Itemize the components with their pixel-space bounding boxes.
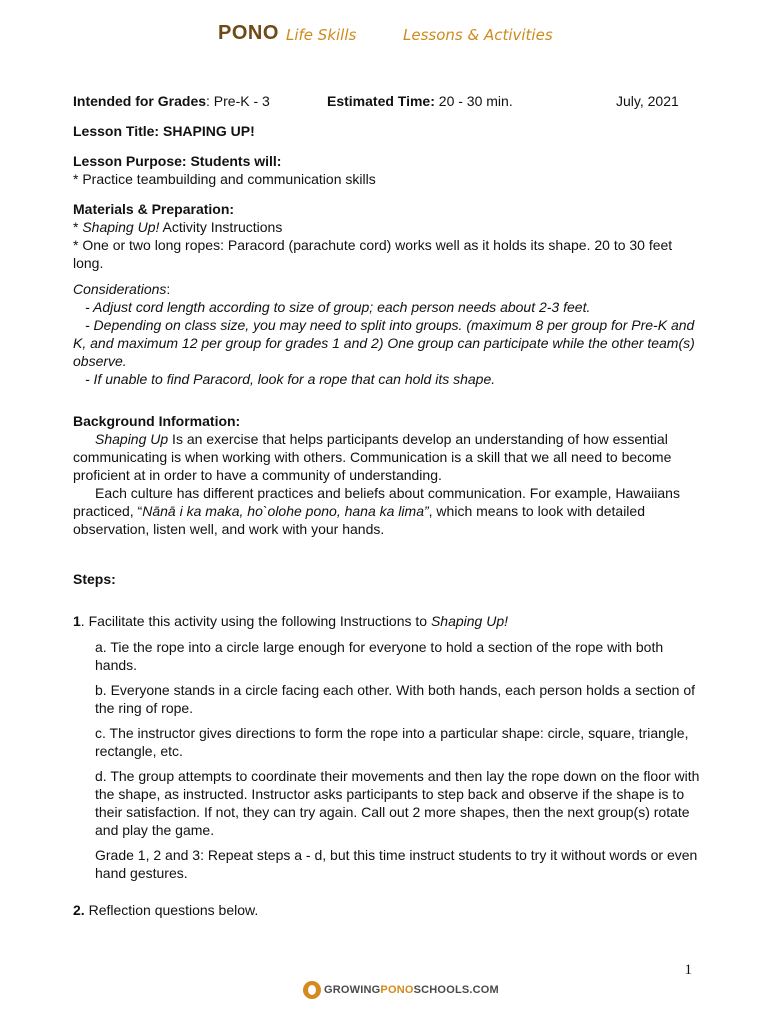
purpose-item: * Practice teambuilding and communication skills xyxy=(73,171,376,187)
step-2: 2. Reflection questions below. xyxy=(73,902,259,918)
materials-item-1: * Shaping Up! Activity Instructions xyxy=(73,219,283,235)
consideration-2: - Depending on class size, you may need to split into groups. (maximum 8 per group for Pre-K and K, and maximum 12 per group for grades 1 and 2) One group can participate while the other team(s) observe. xyxy=(73,317,695,369)
page-number: 1 xyxy=(684,962,692,978)
logo-text: GROWINGPONOSCHOOLS.COM xyxy=(324,984,499,996)
considerations-heading: Considerations: xyxy=(73,281,171,297)
grades-value: : Pre-K - 3 xyxy=(206,93,270,109)
pono-logo-icon xyxy=(303,981,321,999)
lesson-content xyxy=(73,92,703,919)
brand-life-skills: Life Skills xyxy=(286,26,357,44)
brand-lessons-activities: Lessons & Activities xyxy=(403,26,553,44)
meta-row xyxy=(73,92,703,110)
background-paragraph-1: Shaping Up Is an exercise that helps participants develop an understanding of how essential communicating is when working with others. Communication is a skill that we all need to become proficient at in order to have a community of understanding. xyxy=(73,431,672,483)
background-paragraph-2: Each culture has different practices and beliefs about communication. For example, Hawaiians practiced, “Nānā i ka maka, ho`olohe pono, hana ka lima”, which means to look with detailed observation, listen well, and work with your hands. xyxy=(73,485,680,537)
time-label: Estimated Time: xyxy=(327,93,435,109)
date: July, 2021 xyxy=(616,93,679,109)
materials-item-2: * One or two long ropes: Paracord (parachute cord) works well as it holds its shape. 20 to 30 feet long. xyxy=(73,237,673,271)
steps-heading: Steps: xyxy=(73,571,116,587)
background-heading: Background Information: xyxy=(73,413,241,429)
consideration-1: - Adjust cord length according to size of group; each person needs about 2-3 feet. xyxy=(85,299,591,315)
step-1-a: a. Tie the rope into a circle large enough for everyone to hold a section of the rope with both hands. xyxy=(95,639,664,673)
step-1: 1. Facilitate this activity using the following Instructions to Shaping Up! xyxy=(73,613,509,629)
consideration-3: - If unable to find Paracord, look for a rope that can hold its shape. xyxy=(85,371,496,387)
brand-pono: PONO xyxy=(218,22,279,44)
materials-heading: Materials & Preparation: xyxy=(73,201,235,217)
step-1-c: c. The instructor gives directions to form the rope into a particular shape: circle, square, triangle, rectangle, etc. xyxy=(95,725,689,759)
growingponoschools-logo xyxy=(303,980,499,1000)
step-1-b: b. Everyone stands in a circle facing each other. With both hands, each person holds a section of the ring of rope. xyxy=(95,682,696,716)
step-1-grade-note: Grade 1, 2 and 3: Repeat steps a - d, but this time instruct students to try it without words or even hand gestures. xyxy=(95,847,698,881)
time-value: 20 - 30 min. xyxy=(434,93,513,109)
grades-label: Intended for Grades xyxy=(73,93,207,109)
purpose-heading: Lesson Purpose: Students will: xyxy=(73,153,282,169)
step-1-d: d. The group attempts to coordinate their movements and then lay the rope down on the floor with the shape, as instructed. Instructor asks participants to step back and observe if the shape is to their satisfaction. If not, they can try again. Call out 2 more shapes, then the next group(s) rotate and play the game. xyxy=(95,768,700,838)
page-header xyxy=(0,22,768,48)
lesson-title: Lesson Title: SHAPING UP! xyxy=(73,123,255,139)
